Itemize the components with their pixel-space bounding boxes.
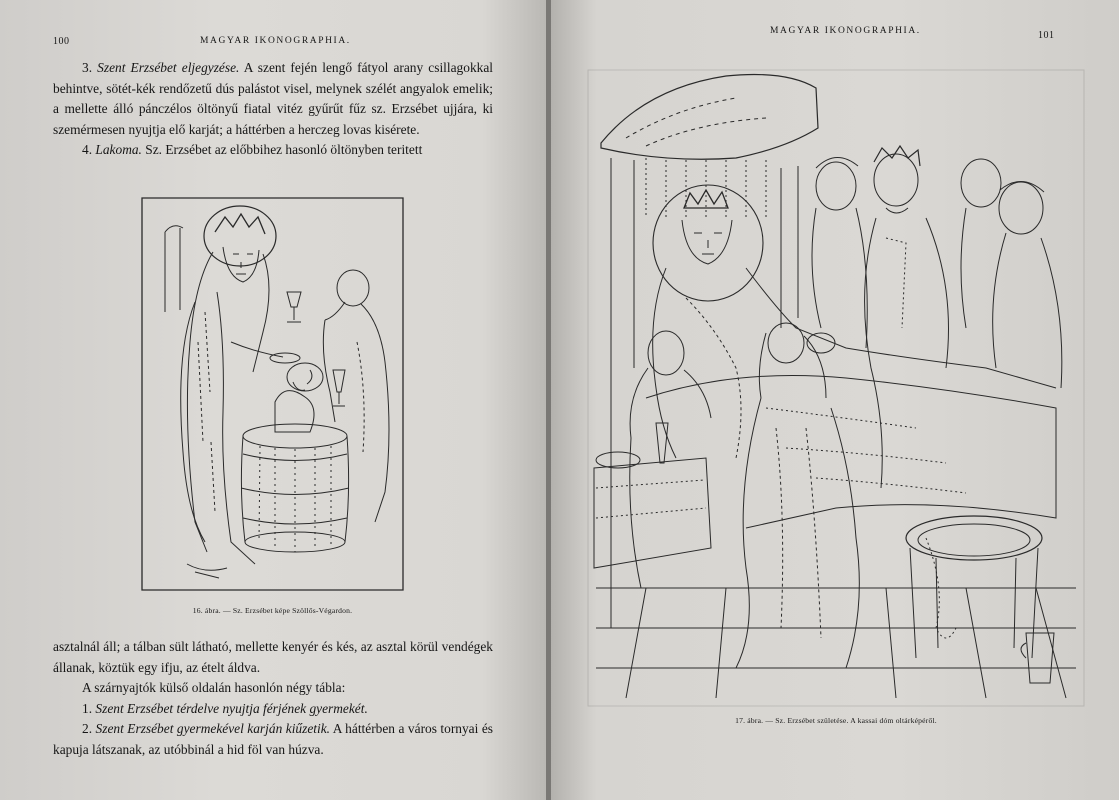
paragraph-3 [53,58,493,140]
list-item-2 [53,719,493,760]
text-block-top [53,58,493,161]
para4-title: Lakoma. [95,142,142,157]
figure-16-illustration [135,192,410,597]
item2-body: A háttérben a város tornyai és kapuja látszanak, az utóbbinál a hid föl van húzva. [53,721,493,757]
page-number-right: 101 [1038,30,1055,41]
page-number-left: 100 [53,36,70,47]
item2-number: 2. [82,721,93,736]
para3-body: A szent fején lengő fátyol arany csillagokkal behintve, sötét-kék rendőzetű dús palástot visel, melynek szélét angyalok emelik; a mellette álló pánczélos öltönyű fiatal vitéz gyűrűt fűz sz. Erzsébet ujjára, ki szemérmesen nyujtja elő karját; a háttérben a herczeg lovas kisérete. [53,60,494,137]
left-page [0,0,548,800]
item1-number: 1. [82,700,93,716]
intro-line: A szárnyajtók külső oldalán hasonlón négy tábla: [82,680,346,695]
running-head-left: MAGYAR IKONOGRAPHIA. [200,36,351,46]
item2-title: Szent Erzsébet gyermekével karján kiűzetik. [95,721,330,736]
list-item-1 [53,699,493,720]
figure-16-caption: 16. ábra. — Sz. Erzsébet képe Szöllős-Végardon. [192,606,353,615]
item1-text: Szent Erzsébet térdelve nyujtja férjének gyermekét. [95,700,368,716]
right-page [551,0,1119,800]
para3-title: Szent Erzsébet eljegyzése. [97,60,240,75]
text-block-bottom [53,637,493,760]
continuation-paragraph: asztalnál áll; a tálban sült látható, mellette kenyér és kés, az asztal körül vendégek állanak, köztük egy ifju, az ételt áldva. [53,639,493,675]
figure-17-caption: 17. ábra. — Sz. Erzsébet születése. A kassai dóm oltárképéről. [735,716,937,725]
para4-body: Sz. Erzsébet az előbbihez hasonló öltönyben teritett [145,142,423,157]
para4-number: 4. [82,142,93,157]
paragraph-4 [53,140,493,161]
figure-17-illustration [586,68,1086,708]
para3-number: 3. [82,60,93,75]
running-head-right: MAGYAR IKONOGRAPHIA. [770,26,921,36]
